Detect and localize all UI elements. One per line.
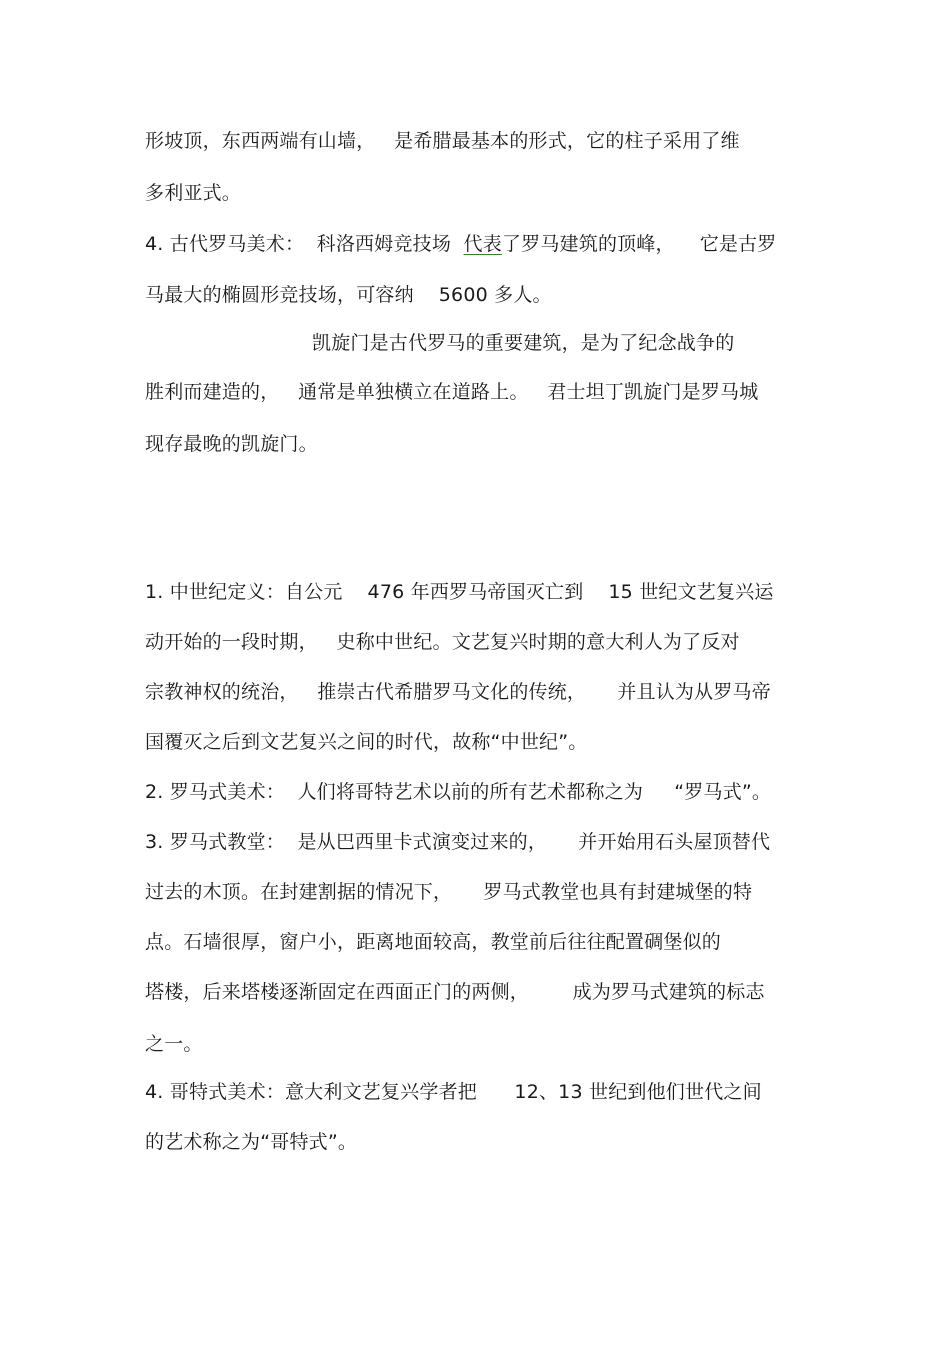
text-line: 4. 哥特式美术：意大利文艺复兴学者把 12、13 世纪到他们世代之间 [145, 1081, 762, 1103]
text-line: 马最大的椭圆形竞技场，可容纳 5600 多人。 [145, 284, 552, 306]
text-span: 了罗马建筑的顶峰， 它是古罗 [501, 233, 777, 255]
text-line [145, 232, 777, 256]
text-line: 3. 罗马式教堂： 是从巴西里卡式演变过来的， 并开始用石头屋顶替代 [145, 831, 771, 853]
text-span: 4. 古代罗马美术： 科洛西姆竞技场 [145, 233, 464, 255]
text-line: 塔楼，后来塔楼逐渐固定在西面正门的两侧， 成为罗马式建筑的标志 [145, 981, 765, 1003]
text-line: 形坡顶，东西两端有山墙， 是希腊最基本的形式，它的柱子采用了维 [145, 130, 740, 152]
text-line: 2. 罗马式美术： 人们将哥特艺术以前的所有艺术都称之为 “罗马式”。 [145, 781, 772, 803]
text-line: 点。石墙很厚，窗户小，距离地面较高，教堂前后往往配置碉堡似的 [145, 931, 722, 953]
text-line: 宗教神权的统治， 推崇古代希腊罗马文化的传统， 并且认为从罗马帝 [145, 681, 771, 703]
text-line: 现存最晚的凯旋门。 [145, 433, 318, 455]
text-line: 之一。 [145, 1033, 203, 1055]
text-line: 动开始的一段时期， 史称中世纪。文艺复兴时期的意大利人为了反对 [145, 631, 740, 653]
underlined-word: 代表 [463, 233, 502, 255]
text-line: 多利亚式。 [145, 182, 242, 204]
text-line: 1. 中世纪定义：自公元 476 年西罗马帝国灭亡到 15 世纪文艺复兴运 [145, 581, 774, 603]
text-line: 过去的木顶。在封建割据的情况下， 罗马式教堂也具有封建城堡的特 [145, 881, 753, 903]
text-line: 国覆灭之后到文艺复兴之间的时代，故称“中世纪”。 [145, 731, 588, 753]
text-line: 的艺术称之为“哥特式”。 [145, 1131, 358, 1153]
text-line: 胜利而建造的， 通常是单独横立在道路上。 君士坦丁凯旋门是罗马城 [145, 381, 759, 403]
text-line: 凯旋门是古代罗马的重要建筑，是为了纪念战争的 [312, 332, 735, 354]
